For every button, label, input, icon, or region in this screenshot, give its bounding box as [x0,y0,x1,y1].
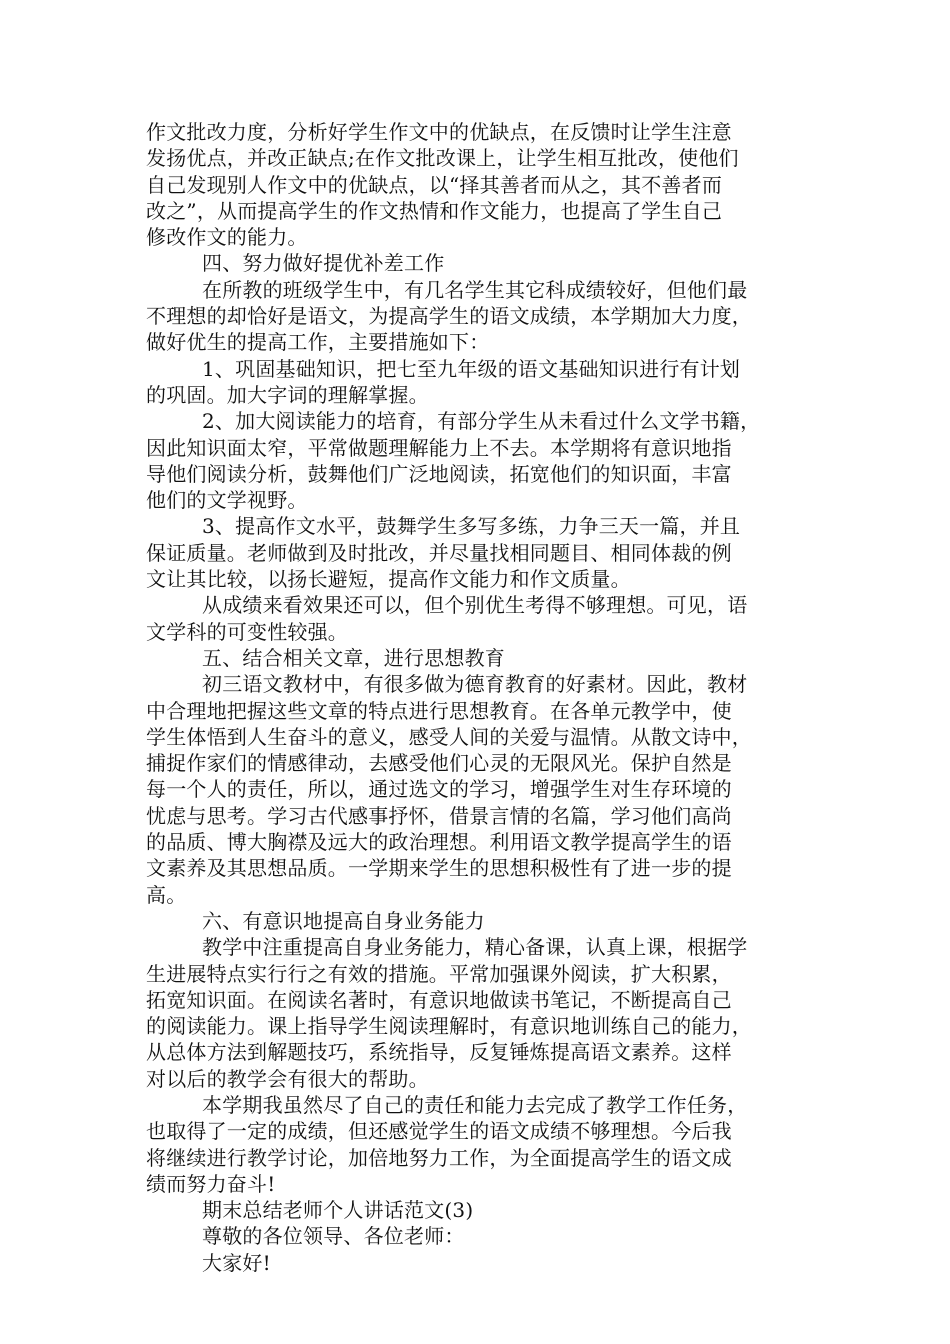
text-line: 1、巩固基础知识，把七至九年级的语文基础知识进行有计划 [202,356,741,381]
document-body [146,119,814,1276]
text-line: 做好优生的提高工作，主要措施如下： [146,330,490,355]
text-line: 学生体悟到人生奋斗的意义，感受人间的关爱与温情。从散文诗中， [146,724,752,749]
text-line: 每一个人的责任，所以，通过选文的学习，增强学生对生存环境的 [146,777,732,802]
text-line: 教学中注重提高自身业务能力，精心备课，认真上课，根据学 [202,935,748,960]
text-line: 2、加大阅读能力的培育，有部分学生从未看过什么文学书籍， [202,409,761,434]
text-line: 初三语文教材中，有很多做为德育教育的好素材。因此，教材 [202,672,748,697]
text-line: 拓宽知识面。在阅读名著时，有意识地做读书笔记，不断提高自己 [146,987,732,1012]
text-line: 绩而努力奋斗! [146,1171,276,1196]
text-line: 从总体方法到解题技巧，系统指导，反复锤炼提高语文素养。这样 [146,1040,732,1065]
text-line: 将继续进行教学讨论，加倍地努力工作，为全面提高学生的语文成 [146,1145,732,1170]
text-line: 期末总结老师个人讲话范文(3) [202,1198,474,1223]
text-line: 作文批改力度，分析好学生作文中的优缺点，在反馈时让学生注意 [146,120,732,144]
text-line: 发扬优点，并改正缺点;在作文批改课上，让学生相互批改，使他们 [146,146,739,171]
text-line: 生进展特点实行行之有效的措施。平常加强课外阅读，扩大积累， [146,961,732,986]
text-line: 高。 [146,882,187,907]
text-line: 捕捉作家们的情感律动，去感受他们心灵的无限风光。保护自然是 [146,751,732,776]
text-line: 大家好! [202,1250,271,1275]
text-line: 尊敬的各位领导、各位老师： [202,1224,465,1249]
text-line: 修改作文的能力。 [146,225,308,250]
text-line: 他们的文学视野。 [146,488,308,513]
text-line: 本学期我虽然尽了自己的责任和能力去完成了教学工作任务， [202,1092,748,1117]
text-line: 忧虑与思考。学习古代感事抒怀，借景言情的名篇，学习他们高尚 [146,803,732,828]
text-line: 的品质、博大胸襟及远大的政治理想。利用语文教学提高学生的语 [146,830,732,855]
text-line: 从成绩来看效果还可以，但个别优生考得不够理想。可见，语 [202,593,748,618]
text-line: 因此知识面太窄，平常做题理解能力上不去。本学期将有意识地指 [146,435,732,460]
text-line: 五、结合相关文章，进行思想教育 [202,645,505,670]
text-line: 导他们阅读分析，鼓舞他们广泛地阅读，拓宽他们的知识面，丰富 [146,461,732,486]
text-line: 保证质量。老师做到及时批改，并尽量找相同题目、相同体裁的例 [146,540,732,565]
text-line: 的阅读能力。课上指导学生阅读理解时，有意识地训练自己的能力， [146,1014,752,1039]
text-line: 中合理地把握这些文章的特点进行思想教育。在各单元教学中，使 [146,698,732,723]
text-line: 不理想的却恰好是语文，为提高学生的语文成绩，本学期加大力度， [146,304,752,329]
text-line: 也取得了一定的成绩，但还感觉学生的语文成绩不够理想。今后我 [146,1119,732,1144]
text-line: 文学科的可变性较强。 [146,619,348,644]
text-line: 六、有意识地提高自身业务能力 [202,908,485,933]
text-line: 的巩固。加大字词的理解掌握。 [146,382,429,407]
text-line: 四、努力做好提优补差工作 [202,251,445,276]
text-line: 在所教的班级学生中，有几名学生其它科成绩较好，但他们最 [202,277,748,302]
text-line: 自己发现别人作文中的优缺点，以“择其善者而从之，其不善者而 [146,172,723,197]
text-line: 文让其比较，以扬长避短，提高作文能力和作文质量。 [146,567,631,592]
text-line: 改之”，从而提高学生的作文热情和作文能力，也提高了学生自己 [146,198,723,223]
text-line: 3、提高作文水平，鼓舞学生多写多练，力争三天一篇，并且 [202,514,741,539]
text-line: 对以后的教学会有很大的帮助。 [146,1066,429,1091]
text-line: 文素养及其思想品质。一学期来学生的思想积极性有了进一步的提 [146,856,732,881]
